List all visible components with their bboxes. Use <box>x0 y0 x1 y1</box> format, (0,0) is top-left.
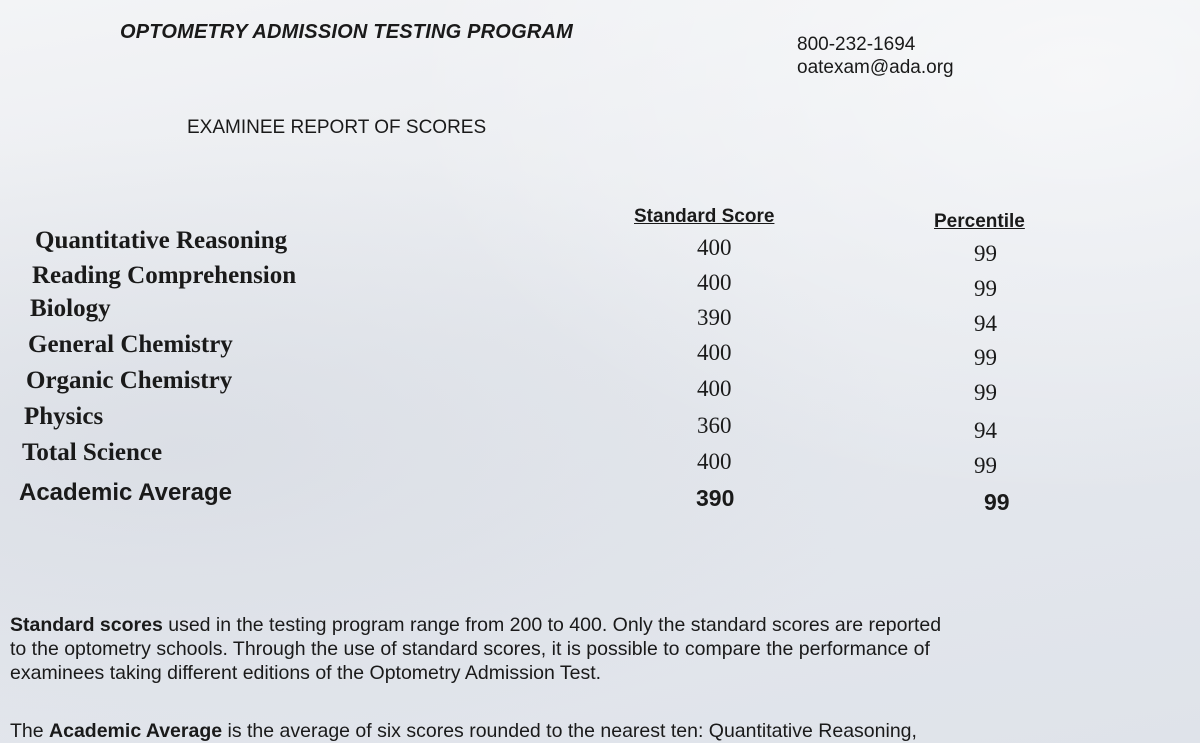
report-title: EXAMINEE REPORT OF SCORES <box>187 117 487 138</box>
percentile-physics: 94 <box>974 418 997 443</box>
program-title: OPTOMETRY ADMISSION TESTING PROGRAM <box>120 21 573 43</box>
standard-scores-term: Standard scores <box>10 614 163 636</box>
percentile-organic-chemistry: 99 <box>974 380 997 405</box>
percentile-reading-comprehension: 99 <box>974 276 997 301</box>
subject-physics: Physics <box>24 403 104 430</box>
score-quantitative-reasoning: 400 <box>697 235 732 260</box>
score-physics: 360 <box>697 413 732 438</box>
standard-scores-note-line3: examinees taking different editions of the Optometry Admission Test. <box>10 662 602 684</box>
score-general-chemistry: 400 <box>697 340 732 365</box>
score-organic-chemistry: 400 <box>697 376 732 401</box>
percentile-general-chemistry: 99 <box>974 345 997 370</box>
score-biology: 390 <box>697 305 732 330</box>
score-reading-comprehension: 400 <box>697 270 732 295</box>
score-total-science: 400 <box>697 449 732 474</box>
subject-quantitative-reasoning: Quantitative Reasoning <box>35 227 288 254</box>
subject-organic-chemistry: Organic Chemistry <box>26 367 233 394</box>
subject-reading-comprehension: Reading Comprehension <box>32 262 297 289</box>
subject-total-science: Total Science <box>22 439 163 466</box>
subject-academic-average: Academic Average <box>19 479 232 506</box>
subject-biology: Biology <box>30 295 111 322</box>
contact-phone: 800-232-1694 <box>797 34 916 55</box>
percentile-biology: 94 <box>974 311 997 336</box>
contact-email: oatexam@ada.org <box>797 57 954 78</box>
score-academic-average: 390 <box>696 485 735 511</box>
percentile-header: Percentile <box>934 211 1025 232</box>
academic-average-note: The Academic Average is the average of six scores rounded to the nearest ten: Quantitative Reasoning, <box>10 720 917 742</box>
standard-scores-note-line2: to the optometry schools. Through the use of standard scores, it is possible to compare the performance of <box>10 638 930 660</box>
academic-average-term: Academic Average <box>49 720 223 742</box>
percentile-quantitative-reasoning: 99 <box>974 241 997 266</box>
standard-scores-note-line1: Standard scores used in the testing program range from 200 to 400. Only the standard scores are reported <box>10 614 942 636</box>
standard-scores-note <box>10 613 941 685</box>
standard-score-header: Standard Score <box>634 206 775 227</box>
percentile-total-science: 99 <box>974 453 997 478</box>
subject-general-chemistry: General Chemistry <box>28 331 233 358</box>
percentile-academic-average: 99 <box>984 489 1010 515</box>
